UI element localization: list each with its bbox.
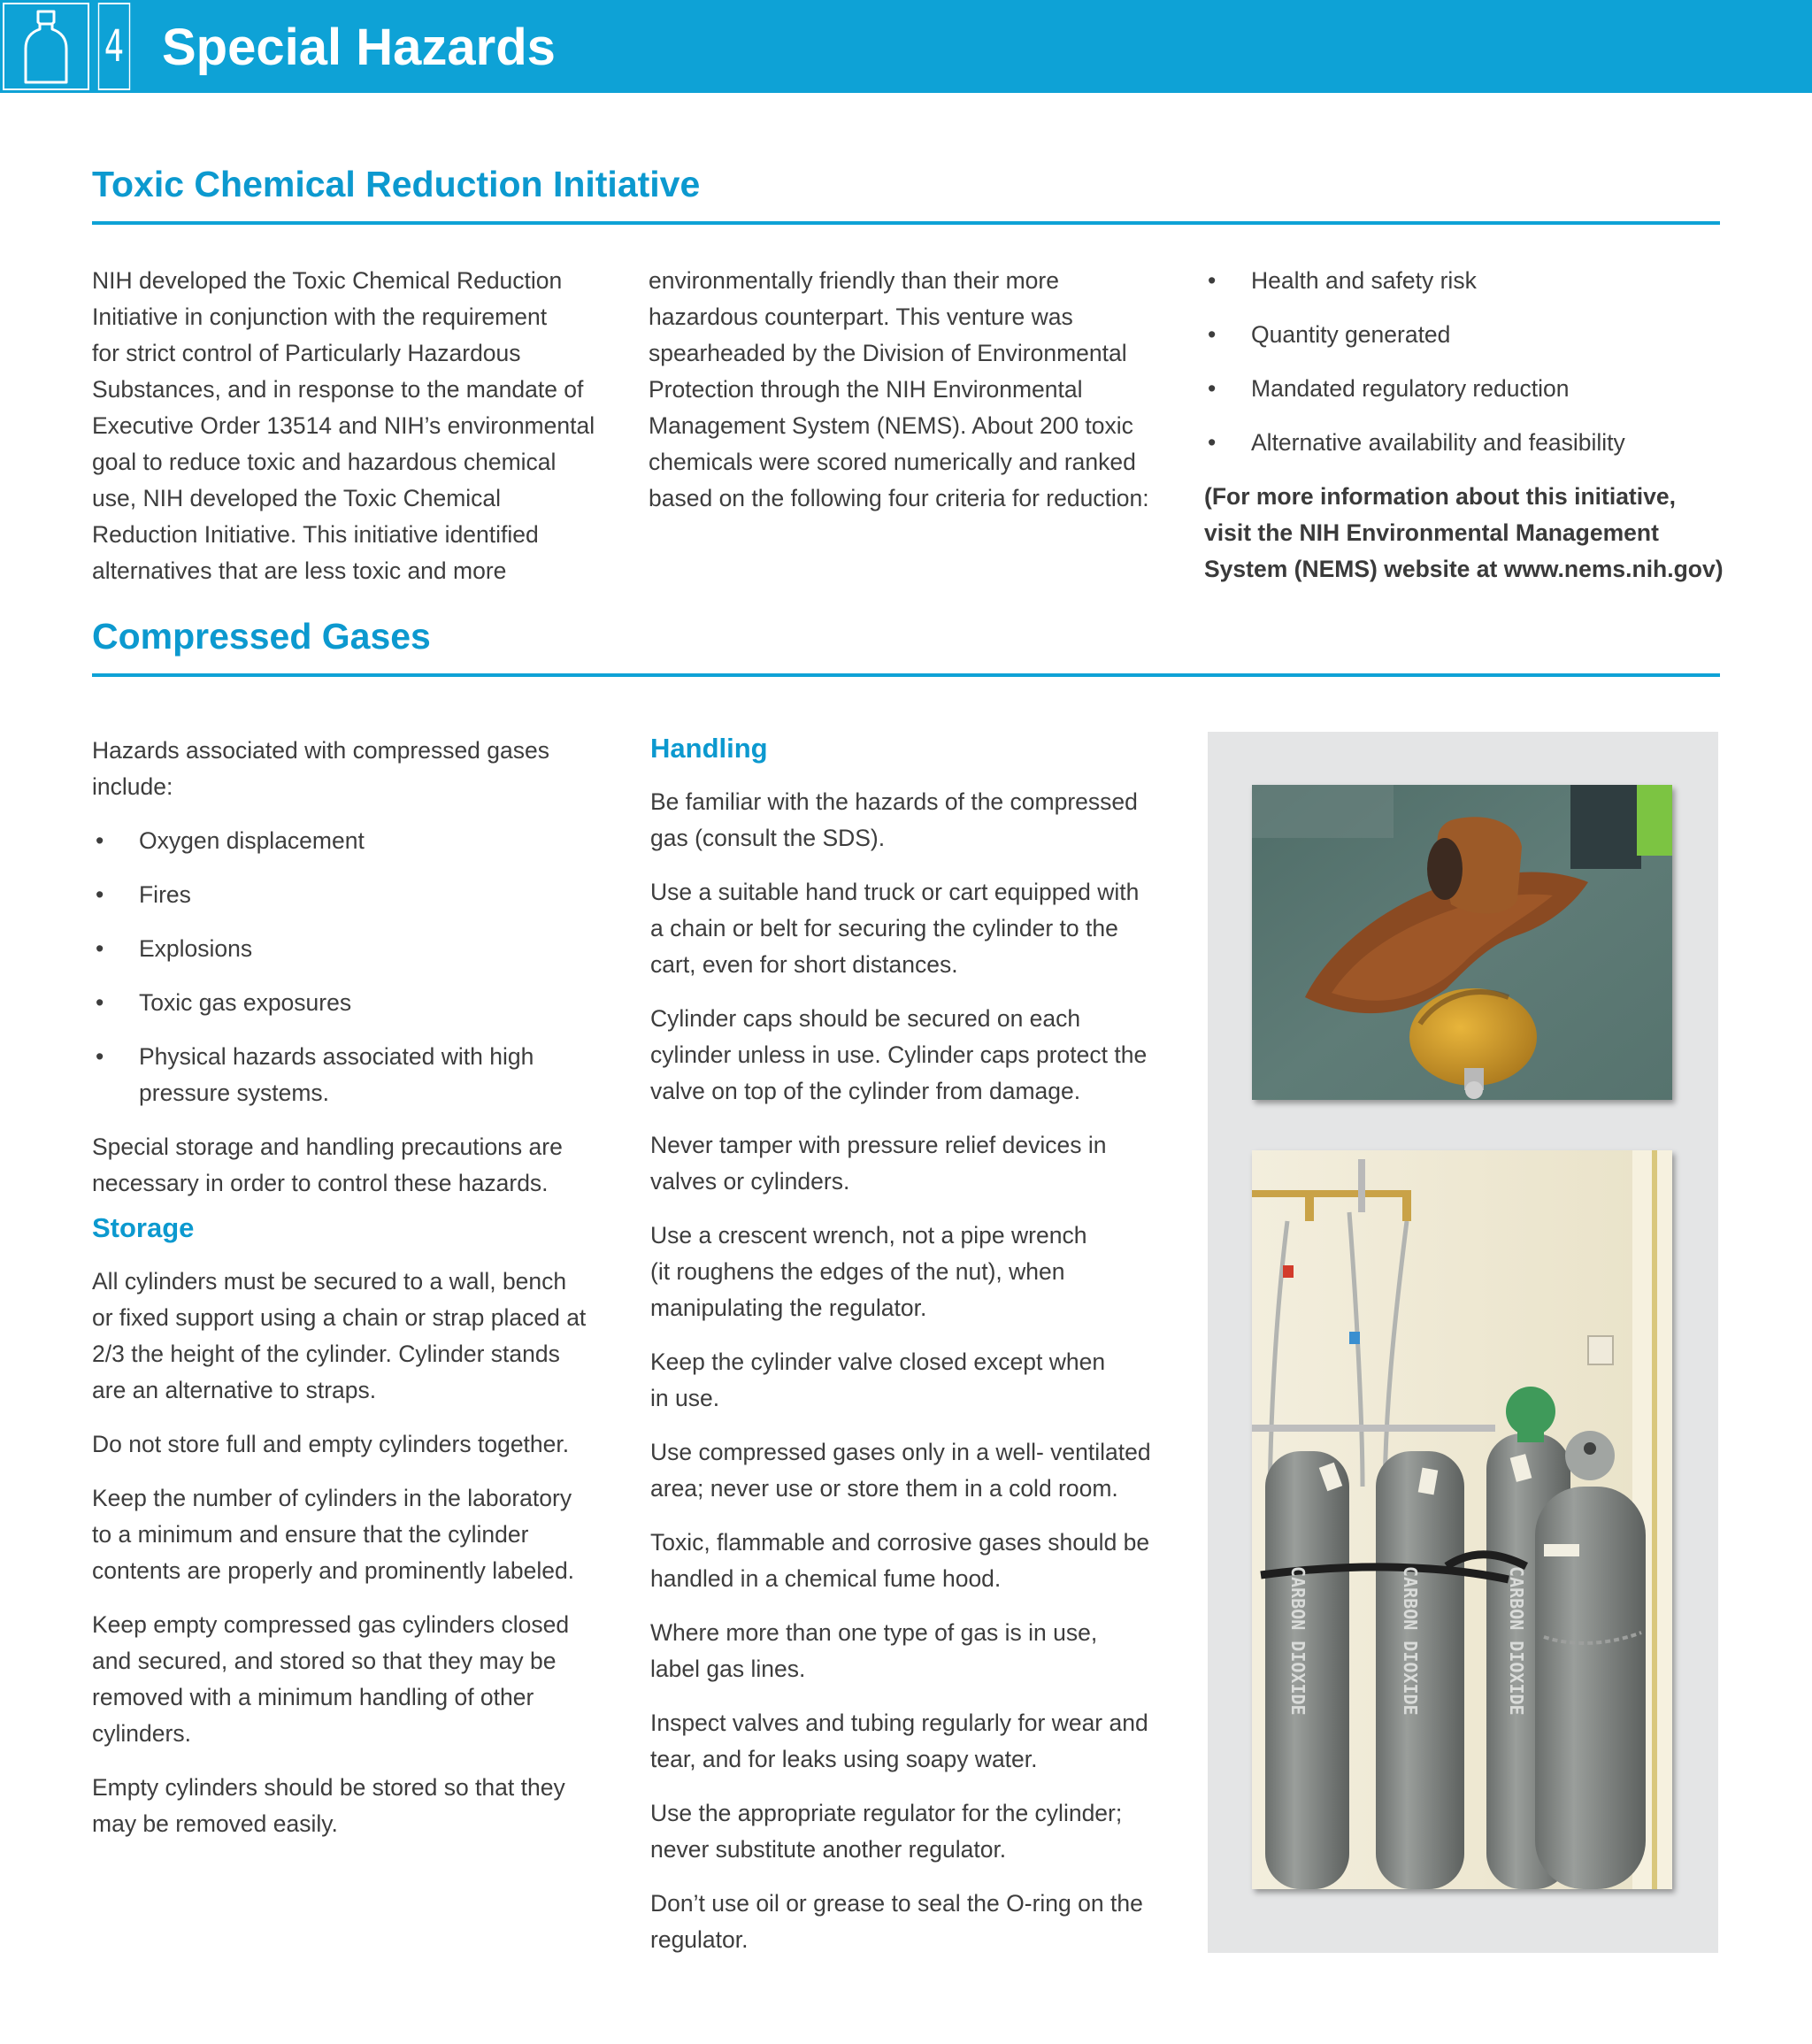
section-title-toxic: Toxic Chemical Reduction Initiative	[92, 164, 701, 204]
handling-rule: Never tamper with pressure relief devices in valves or cylinders.	[650, 1132, 1107, 1195]
list-item: • Mandated regulatory reduction	[1204, 371, 1735, 407]
handling-rule: Toxic, flammable and corrosive gases should be handled in a chemical fume hood.	[650, 1529, 1150, 1592]
toxic-paragraph-1: NIH developed the Toxic Chemical Reduction Initiative in conjunction with the requirement for strict control of Particularly Hazardous Substances, and in response to the mandate of Executive Order 13514 and NIH’s environmental goal to reduce toxic and hazardous chemical use, NIH developed the Toxic Chemical Reduction Initiative. This initiative identified alternatives that are less toxic and more	[92, 267, 595, 584]
list-item: • Oxygen displacement	[92, 823, 632, 859]
bullet-icon: •	[1208, 429, 1217, 456]
photo-panel	[1208, 732, 1718, 1953]
storage-rule: Keep empty compressed gas cylinders closed and secured, and stored so that they may be removed with a minimum handling of other cylinders.	[92, 1611, 570, 1747]
section-divider	[92, 673, 1720, 677]
criteria-column	[1204, 263, 1735, 588]
list-item: • Quantity generated	[1204, 317, 1735, 353]
storage-rule: All cylinders must be secured to a wall, bench or fixed support using a chain or strap placed at 2/3 the height of the cylinder. Cylinder stands are an alternative to straps.	[92, 1268, 587, 1403]
list-item: • Alternative availability and feasibility	[1204, 425, 1735, 461]
bullet-icon: •	[1208, 375, 1217, 402]
chapter-number: 4	[98, 3, 130, 90]
cylinder-label-1: CARBON DIOXIDE	[1287, 1566, 1309, 1716]
chapter-title: Special Hazards	[162, 19, 556, 76]
handling-column	[650, 731, 1199, 1976]
bullet-icon: •	[96, 881, 104, 908]
handling-rule: Use a suitable hand truck or cart equipped with a chain or belt for securing the cylinder to the cart, even for short distances.	[650, 879, 1140, 978]
criteria-list	[1204, 263, 1735, 461]
list-item: • Explosions	[92, 931, 632, 967]
bullet-icon: •	[96, 989, 104, 1016]
section-title-gases: Compressed Gases	[92, 616, 431, 657]
chapter-header	[0, 0, 1812, 93]
storage-rule: Keep the number of cylinders in the laboratory to a minimum and ensure that the cylinder contents are properly and prominently labeled.	[92, 1485, 575, 1584]
handling-rule: Use compressed gases only in a well- ventilated area; never use or store them in a cold room.	[650, 1439, 1151, 1502]
storage-rule: Empty cylinders should be stored so that they may be removed easily.	[92, 1774, 565, 1837]
handling-rule: Keep the cylinder valve closed except when in use.	[650, 1349, 1106, 1411]
storage-heading: Storage	[92, 1212, 195, 1243]
handling-rule: Be familiar with the hazards of the compressed gas (consult the SDS).	[650, 788, 1138, 851]
gas-cylinder-icon	[3, 3, 89, 90]
hazards-intro: Hazards associated with compressed gases include:	[92, 737, 549, 800]
handling-rule: Use the appropriate regulator for the cylinder; never substitute another regulator.	[650, 1800, 1123, 1863]
bullet-icon: •	[1208, 267, 1217, 294]
handling-rule: Inspect valves and tubing regularly for wear and tear, and for leaks using soapy water.	[650, 1710, 1148, 1772]
handling-rule: Cylinder caps should be secured on each cylinder unless in use. Cylinder caps protect the valve on top of the cylinder from damage.	[650, 1005, 1148, 1104]
ruptured-cylinder-photo	[1252, 785, 1672, 1100]
hazards-list	[92, 823, 632, 1111]
hazards-column	[92, 733, 632, 1860]
bullet-icon: •	[96, 935, 104, 962]
section-divider	[92, 221, 1720, 225]
list-item: • Physical hazards associated with high pressure systems.	[92, 1039, 632, 1111]
cylinder-label-2: CARBON DIOXIDE	[1400, 1566, 1421, 1716]
handling-rule: Where more than one type of gas is in use, label gas lines.	[650, 1619, 1098, 1682]
secured-cylinders-photo	[1252, 1150, 1672, 1889]
handling-rule: Use a crescent wrench, not a pipe wrench (it roughens the edges of the nut), when manipulating the regulator.	[650, 1222, 1087, 1321]
list-item: • Fires	[92, 877, 632, 913]
handling-rule: Don’t use oil or grease to seal the O-ring on the regulator.	[650, 1890, 1143, 1953]
precautions-text: Special storage and handling precautions are necessary in order to control these hazards.	[92, 1133, 563, 1196]
toxic-paragraph-2: environmentally friendly than their more hazardous counterpart. This venture was spearheaded by the Division of Environmental Protection through the NIH Environmental Management System (NEMS). About 200 toxic chemicals were scored numerically and ranked based on the following four criteria for reduction:	[649, 267, 1149, 511]
handling-heading: Handling	[650, 733, 768, 764]
nems-info-note: (For more information about this initiative, visit the NIH Environmental Management System (NEMS) website at www.nems.nih.gov)	[1204, 483, 1724, 582]
list-item: • Toxic gas exposures	[92, 985, 632, 1021]
cylinder-label-3: CARBON DIOXIDE	[1506, 1566, 1527, 1716]
storage-rule: Do not store full and empty cylinders together.	[92, 1431, 570, 1457]
bullet-icon: •	[1208, 321, 1217, 348]
list-item: • Health and safety risk	[1204, 263, 1735, 299]
bullet-icon: •	[96, 1043, 104, 1070]
bullet-icon: •	[96, 827, 104, 854]
